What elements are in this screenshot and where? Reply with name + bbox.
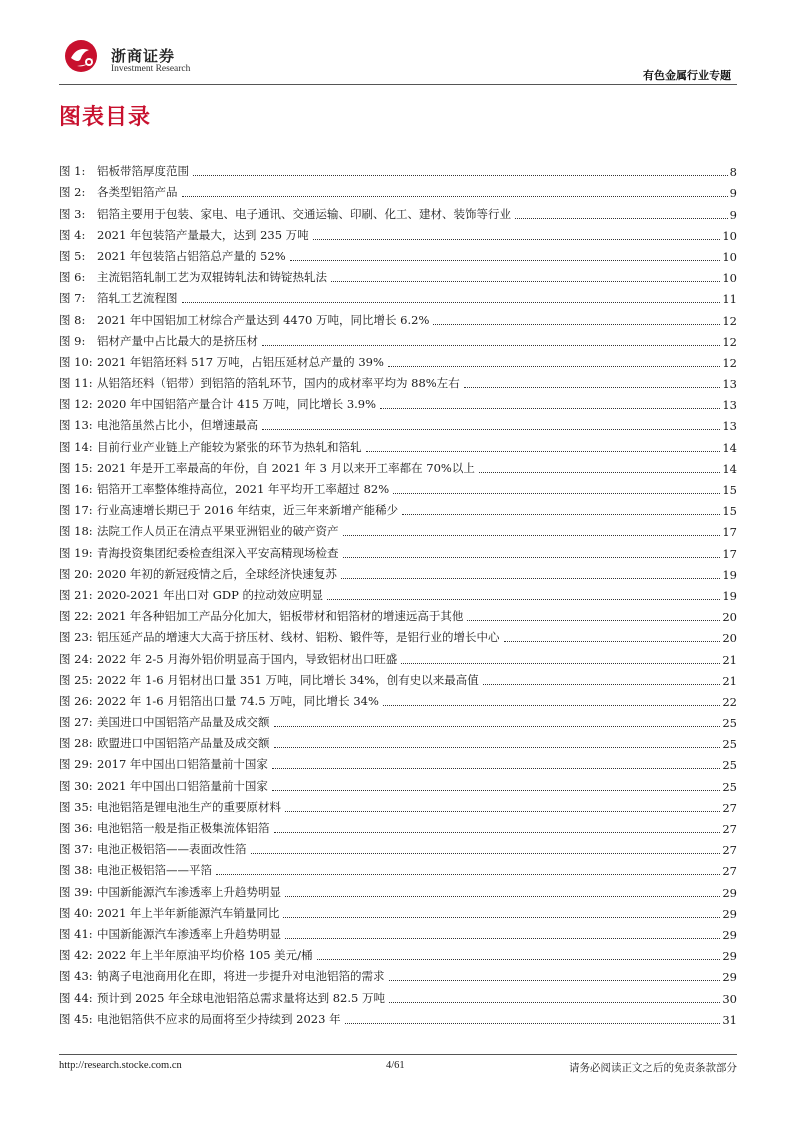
- figure-caption: 中国新能源汽车渗透率上升趋势明显: [97, 884, 281, 899]
- figure-number: 图 1:: [59, 164, 86, 179]
- figure-caption: 2020 年中国铝箔产量合计 415 万吨，同比增长 3.9%: [97, 397, 377, 412]
- figure-number: 图 20:: [59, 566, 93, 581]
- figure-number: 图 28:: [59, 736, 93, 751]
- figure-number: 图 6:: [59, 270, 86, 285]
- toc-entry[interactable]: [59, 963, 737, 984]
- dot-leader: [380, 408, 720, 409]
- dot-leader: [274, 832, 721, 833]
- figure-page: 11: [722, 292, 737, 307]
- figure-number: 图 29:: [59, 757, 93, 772]
- figure-page: 21: [722, 652, 737, 667]
- toc-entry[interactable]: [59, 539, 737, 560]
- figure-caption: 2022 年上半年原油平均价格 105 美元/桶: [97, 948, 313, 963]
- toc-entry[interactable]: [59, 878, 737, 899]
- toc-entry[interactable]: [59, 158, 737, 179]
- figure-number: 图 14:: [59, 439, 93, 454]
- toc-entry[interactable]: [59, 900, 737, 921]
- disclaimer-note: 请务必阅读正文之后的免责条款部分: [569, 1062, 737, 1074]
- figure-number: 图 30:: [59, 778, 93, 793]
- figure-page: 14: [722, 440, 737, 455]
- toc-entry[interactable]: [59, 836, 737, 857]
- figure-caption: 2017 年中国出口铝箔量前十国家: [97, 757, 268, 772]
- figure-caption: 2020 年初的新冠疫情之后，全球经济快速复苏: [97, 566, 337, 581]
- zheshang-securities-logo: [63, 38, 105, 74]
- figure-page: 25: [722, 716, 737, 731]
- figure-number: 图 17:: [59, 503, 93, 518]
- figure-caption: 电池铝箔一般是指正极集流体铝箔: [97, 821, 270, 835]
- figure-page: 20: [722, 610, 737, 625]
- figure-caption: 铝箔主要用于包装、家电、电子通讯、交通运输、印刷、化工、建材、装饰等行业: [97, 206, 511, 221]
- footer-divider: [59, 1054, 737, 1055]
- toc-entry[interactable]: [59, 815, 737, 836]
- figure-caption: 从铝箔坯料（铝带）到铝箔的箔轧环节，国内的成材率平均为 88%左右: [97, 376, 460, 391]
- figure-caption: 2021 年各种铝加工产品分化加大，铝板带材和铝箔材的增速远高于其他: [97, 609, 464, 624]
- dot-leader: [331, 281, 720, 282]
- figure-number: 图 36:: [59, 821, 93, 835]
- figure-page: 12: [722, 313, 737, 328]
- figure-page: 8: [729, 165, 737, 180]
- dot-leader: [274, 726, 721, 727]
- dot-leader: [262, 345, 720, 346]
- figure-caption: 各类型铝箔产品: [97, 185, 178, 200]
- figure-caption: 电池铝箔是锂电池生产的重要原材料: [97, 799, 281, 814]
- dot-leader: [402, 514, 720, 515]
- figure-page: 13: [722, 419, 737, 434]
- figure-page: 31: [722, 1012, 737, 1027]
- figure-caption: 2021 年中国铝加工材综合产量达到 4470 万吨，同比增长 6.2%: [97, 312, 430, 327]
- figure-page: 10: [722, 249, 737, 264]
- figure-list: [59, 158, 737, 1027]
- figure-number: 图 11:: [59, 376, 93, 391]
- figure-page: 25: [722, 737, 737, 752]
- figure-page: 29: [722, 927, 737, 942]
- toc-entry[interactable]: [59, 667, 737, 688]
- toc-entry[interactable]: [59, 412, 737, 433]
- toc-entry[interactable]: [59, 349, 737, 370]
- dot-leader: [464, 387, 721, 388]
- dot-leader: [283, 917, 720, 918]
- toc-entry[interactable]: [59, 624, 737, 645]
- figure-page: 15: [722, 504, 737, 519]
- figure-number: 图 44:: [59, 990, 93, 1005]
- figure-number: 图 13:: [59, 418, 93, 433]
- toc-entry[interactable]: [59, 222, 737, 243]
- figure-page: 14: [722, 461, 737, 476]
- figure-page: 22: [722, 694, 737, 709]
- figure-caption: 法院工作人员正在清点平果亚洲铝业的破产资产: [97, 524, 339, 539]
- figure-page: 27: [722, 843, 737, 858]
- figure-page: 10: [722, 228, 737, 243]
- figure-number: 图 37:: [59, 842, 93, 857]
- dot-leader: [341, 578, 720, 579]
- dot-leader: [251, 853, 721, 854]
- figure-caption: 铝材产量中占比最大的是挤压材: [97, 333, 258, 348]
- figure-number: 图 12:: [59, 397, 93, 412]
- dot-leader: [383, 705, 720, 706]
- toc-entry[interactable]: [59, 433, 737, 454]
- figure-number: 图 45:: [59, 1011, 93, 1026]
- figure-caption: 2022 年 1-6 月铝材出口量 351 万吨，同比增长 34%，创有史以来最高值: [97, 672, 479, 687]
- toc-entry[interactable]: [59, 455, 737, 476]
- toc-entry[interactable]: [59, 772, 737, 793]
- figure-page: 25: [722, 758, 737, 773]
- figure-number: 图 43:: [59, 969, 93, 984]
- header-divider: [59, 84, 737, 85]
- figure-page: 12: [722, 334, 737, 349]
- figure-number: 图 35:: [59, 799, 93, 814]
- toc-entry[interactable]: [59, 751, 737, 772]
- toc-entry[interactable]: [59, 921, 737, 942]
- dot-leader: [272, 768, 720, 769]
- dot-leader: [182, 196, 728, 197]
- figure-caption: 钠离子电池商用化在即，将进一步提升对电池铝箔的需求: [97, 969, 385, 984]
- dot-leader: [483, 684, 721, 685]
- figure-number: 图 19:: [59, 545, 93, 560]
- figure-page: 13: [722, 398, 737, 413]
- toc-entry[interactable]: [59, 561, 737, 582]
- figure-number: 图 26:: [59, 693, 93, 708]
- figure-page: 10: [722, 271, 737, 286]
- figure-page: 29: [722, 970, 737, 985]
- figure-page: 29: [722, 885, 737, 900]
- figure-number: 图 38:: [59, 863, 93, 878]
- dot-leader: [343, 557, 721, 558]
- figure-caption: 青海投资集团纪委检查组深入平安高精现场检查: [97, 545, 339, 560]
- figure-caption: 2021 年中国出口铝箔量前十国家: [97, 778, 268, 793]
- figure-caption: 电池正极铝箔——表面改性箔: [97, 842, 247, 857]
- dot-leader: [313, 239, 721, 240]
- toc-entry[interactable]: [59, 391, 737, 412]
- dot-leader: [272, 790, 720, 791]
- report-type: 有色金属行业专题: [643, 69, 731, 82]
- toc-entry[interactable]: [59, 794, 737, 815]
- dot-leader: [274, 747, 721, 748]
- figure-number: 图 10:: [59, 354, 93, 369]
- figure-caption: 铝压延产品的增速大大高于挤压材、线材、铝粉、锻件等，是铝行业的增长中心: [97, 630, 500, 645]
- figure-page: 19: [722, 588, 737, 603]
- figure-number: 图 24:: [59, 651, 93, 666]
- figure-page: 27: [722, 822, 737, 836]
- figure-number: 图 25:: [59, 672, 93, 687]
- figure-number: 图 9:: [59, 333, 86, 348]
- figure-caption: 2021 年铝箔坯料 517 万吨，占铝压延材总产量的 39%: [97, 354, 384, 369]
- toc-entry[interactable]: [59, 645, 737, 666]
- toc-entry[interactable]: [59, 857, 737, 878]
- dot-leader: [290, 260, 721, 261]
- figure-number: 图 40:: [59, 905, 93, 920]
- dot-leader: [389, 1002, 720, 1003]
- figure-number: 图 7:: [59, 291, 86, 306]
- toc-entry[interactable]: [59, 328, 737, 349]
- figure-number: 图 8:: [59, 312, 86, 327]
- toc-entry[interactable]: [59, 179, 737, 200]
- toc-title: 图表目录: [59, 105, 152, 130]
- dot-leader: [285, 938, 720, 939]
- dot-leader: [262, 429, 720, 430]
- figure-number: 图 2:: [59, 185, 86, 200]
- dot-leader: [182, 302, 721, 303]
- figure-caption: 2021 年包装箔产量最大，达到 235 万吨: [97, 227, 309, 242]
- figure-caption: 目前行业产业链上产能较为紧张的环节为热轧和箔轧: [97, 439, 362, 454]
- brand-subtitle: Investment Research: [111, 64, 191, 74]
- figure-page: 13: [722, 377, 737, 392]
- toc-entry[interactable]: [59, 306, 737, 327]
- figure-caption: 2021 年上半年新能源汽车销量同比: [97, 905, 280, 920]
- toc-entry[interactable]: [59, 603, 737, 624]
- toc-entry[interactable]: [59, 1006, 737, 1027]
- dot-leader: [467, 620, 720, 621]
- figure-page: 15: [722, 483, 737, 497]
- figure-page: 9: [729, 207, 737, 222]
- toc-entry[interactable]: [59, 285, 737, 306]
- figure-page: 30: [722, 991, 737, 1006]
- footer-url[interactable]: http://research.stocke.com.cn: [59, 1060, 182, 1071]
- dot-leader: [366, 451, 721, 452]
- figure-caption: 2021 年包装箔占铝箔总产量的 52%: [97, 248, 286, 263]
- dot-leader: [193, 175, 728, 176]
- dot-leader: [479, 472, 721, 473]
- figure-caption: 电池箔虽然占比小，但增速最高: [97, 418, 258, 433]
- figure-page: 29: [722, 949, 737, 964]
- dot-leader: [345, 1023, 721, 1024]
- toc-entry[interactable]: [59, 942, 737, 963]
- toc-entry[interactable]: [59, 709, 737, 730]
- toc-entry[interactable]: [59, 518, 737, 539]
- figure-caption: 电池正极铝箔——平箔: [97, 863, 212, 878]
- toc-entry[interactable]: [59, 497, 737, 518]
- figure-caption: 箔轧工艺流程图: [97, 291, 178, 306]
- figure-number: 图 39:: [59, 884, 93, 899]
- figure-caption: 主流铝箔轧制工艺为双辊铸轧法和铸锭热轧法: [97, 270, 327, 285]
- toc-entry[interactable]: [59, 688, 737, 709]
- figure-number: 图 42:: [59, 948, 93, 963]
- toc-entry[interactable]: [59, 984, 737, 1005]
- toc-entry[interactable]: [59, 730, 737, 751]
- figure-page: 17: [722, 525, 737, 540]
- figure-page: 25: [722, 779, 737, 794]
- figure-page: 12: [722, 355, 737, 370]
- figure-caption: 预计到 2025 年全球电池铝箔总需求量将达到 82.5 万吨: [97, 990, 385, 1005]
- figure-caption: 铝板带箔厚度范围: [97, 164, 189, 179]
- figure-number: 图 23:: [59, 630, 93, 645]
- figure-page: 19: [722, 567, 737, 582]
- page-header: [59, 32, 737, 84]
- dot-leader: [401, 663, 720, 664]
- brand-name: 浙商证券: [111, 47, 176, 65]
- dot-leader: [327, 599, 720, 600]
- dot-leader: [504, 641, 721, 642]
- dot-leader: [515, 218, 728, 219]
- dot-leader: [285, 896, 720, 897]
- page-number: 4/61: [386, 1060, 405, 1071]
- dot-leader: [343, 535, 721, 536]
- figure-caption: 中国新能源汽车渗透率上升趋势明显: [97, 926, 281, 941]
- figure-caption: 铝箔开工率整体维持高位，2021 年平均开工率超过 82%: [97, 482, 390, 496]
- figure-page: 9: [729, 186, 737, 201]
- dot-leader: [393, 493, 720, 494]
- figure-number: 图 27:: [59, 715, 93, 730]
- dot-leader: [216, 874, 720, 875]
- toc-entry[interactable]: [59, 582, 737, 603]
- toc-entry[interactable]: [59, 200, 737, 221]
- figure-number: 图 4:: [59, 227, 86, 242]
- figure-page: 17: [722, 546, 737, 561]
- figure-page: 29: [722, 906, 737, 921]
- toc-entry[interactable]: [59, 264, 737, 285]
- figure-page: 27: [722, 864, 737, 879]
- figure-number: 图 18:: [59, 524, 93, 539]
- figure-caption: 2020-2021 年出口对 GDP 的拉动效应明显: [97, 587, 324, 602]
- figure-number: 图 15:: [59, 460, 93, 475]
- figure-number: 图 22:: [59, 609, 93, 624]
- figure-page: 20: [722, 631, 737, 646]
- dot-leader: [285, 811, 720, 812]
- figure-number: 图 3:: [59, 206, 86, 221]
- figure-page: 27: [722, 800, 737, 815]
- figure-number: 图 41:: [59, 926, 93, 941]
- figure-page: 21: [722, 673, 737, 688]
- dot-leader: [389, 980, 721, 981]
- figure-caption: 2022 年 1-6 月铝箔出口量 74.5 万吨，同比增长 34%: [97, 693, 379, 708]
- figure-number: 图 5:: [59, 248, 86, 263]
- figure-caption: 2021 年是开工率最高的年份，自 2021 年 3 月以来开工率都在 70%以上: [97, 460, 475, 475]
- figure-caption: 美国进口中国铝箔产品量及成交额: [97, 715, 270, 730]
- figure-number: 图 21:: [59, 587, 93, 602]
- toc-entry[interactable]: [59, 243, 737, 264]
- toc-entry[interactable]: [59, 370, 737, 391]
- figure-caption: 行业高速增长期已于 2016 年结束，近三年来新增产能稀少: [97, 503, 399, 518]
- figure-caption: 欧盟进口中国铝箔产品量及成交额: [97, 736, 270, 751]
- toc-entry[interactable]: [59, 476, 737, 497]
- dot-leader: [433, 324, 720, 325]
- dot-leader: [388, 366, 720, 367]
- figure-caption: 电池铝箔供不应求的局面将至少持续到 2023 年: [97, 1011, 341, 1026]
- figure-number: 图 16:: [59, 482, 93, 496]
- dot-leader: [317, 959, 721, 960]
- figure-caption: 2022 年 2-5 月海外铝价明显高于国内，导致铝材出口旺盛: [97, 651, 398, 666]
